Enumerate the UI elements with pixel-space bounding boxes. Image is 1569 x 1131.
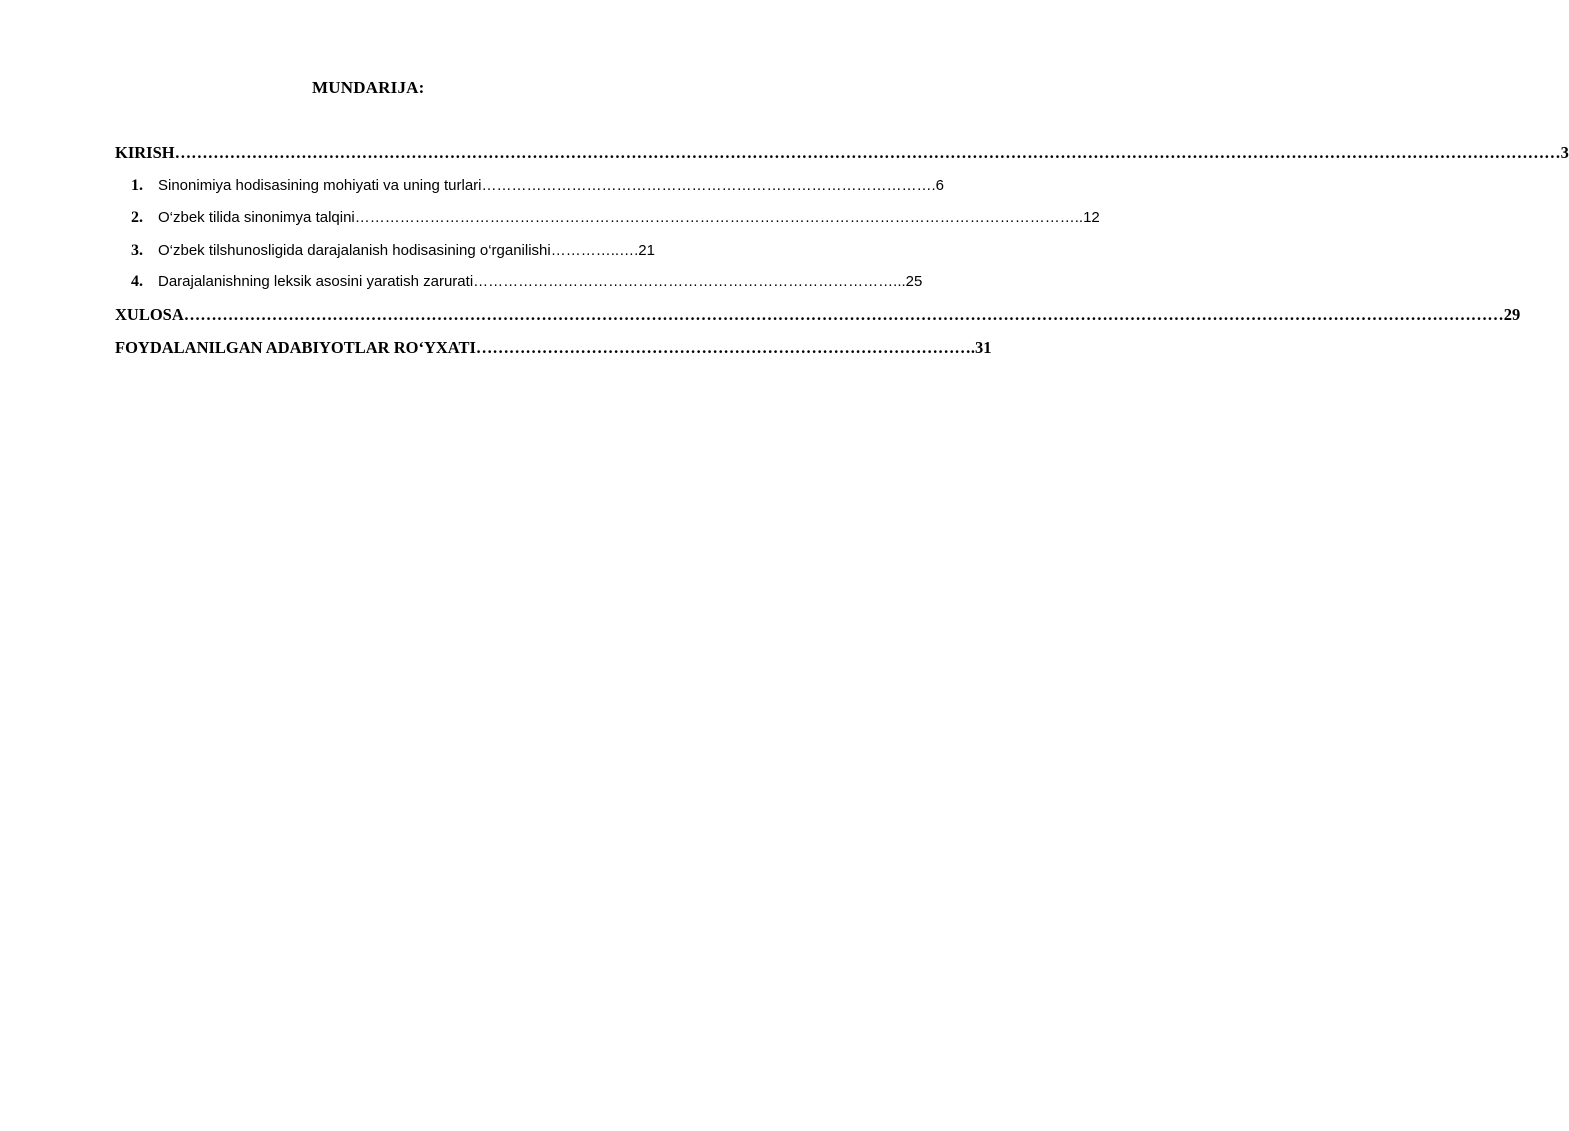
toc-entry-xulosa: XULOSA……………………………………………………………………………………………………………………………………………………………………………………………………………………29: [115, 305, 1521, 324]
toc-entry-number: 2.: [131, 209, 143, 226]
toc-entry-2: [131, 208, 1100, 228]
toc-entry-number: 3.: [131, 242, 143, 259]
toc-entry-4: [131, 272, 923, 292]
toc-entry-label: O‘zbek tilshunosligida darajalanish hodisasining o‘rganilishi…………..….21: [158, 242, 655, 259]
toc-entry-label: Sinonimiya hodisasining mohiyati va uning turlari……………………………………………………………………………….6: [158, 177, 945, 194]
toc-entry-number: 1.: [131, 177, 143, 194]
toc-entry-kirish: KIRISH………………………………………………………………………………………………………………………………………………………………………………………………………………………………3: [115, 143, 1569, 162]
page-title: MUNDARIJA:: [312, 78, 425, 97]
toc-entry-bibliography: FOYDALANILGAN ADABIYOTLAR RO‘YXATI……………………………………………………………………………….31: [115, 338, 992, 357]
toc-entry-number: 4.: [131, 273, 143, 290]
toc-entry-label: Darajalanishning leksik asosini yaratish zarurati…………………………………………………………………………...25: [158, 273, 923, 290]
toc-entry-3: [131, 241, 743, 261]
toc-entry-label: O‘zbek tilida sinonimya talqini………………………………………………………………………………………………………………………………..12: [158, 209, 1100, 226]
toc-entry-1: [131, 176, 945, 196]
